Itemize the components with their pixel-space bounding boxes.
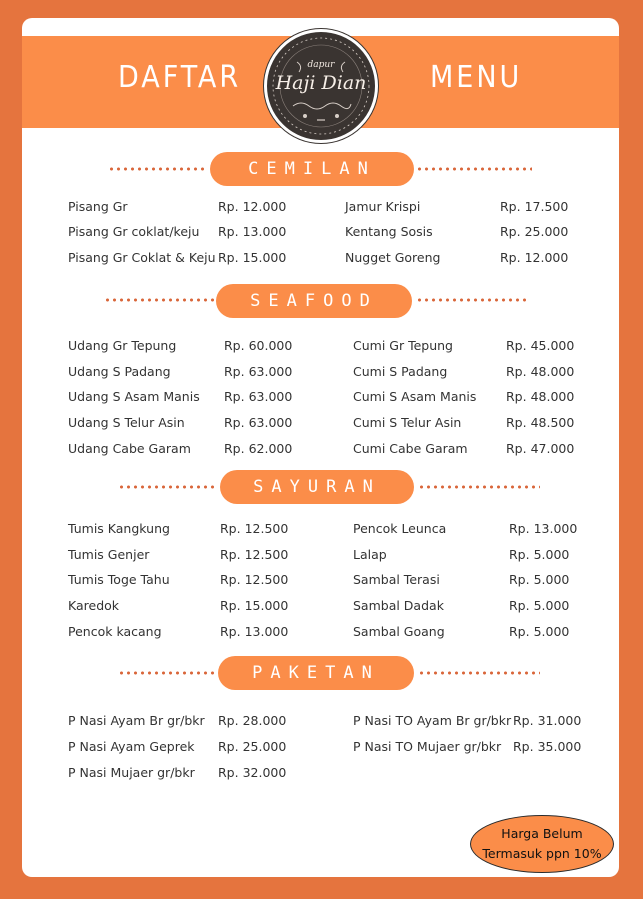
menu-item-price: Rp. 12.500 (220, 521, 289, 536)
section-title-cemilan: CEMILAN (210, 152, 414, 186)
menu-item-price: Rp. 47.000 (506, 441, 575, 456)
menu-item-name: Udang Gr Tepung (68, 338, 177, 353)
menu-item-price: Rp. 15.000 (220, 598, 289, 613)
menu-item-price: Rp. 5.000 (509, 572, 570, 587)
menu-item-name: P Nasi TO Mujaer gr/bkr (353, 739, 502, 754)
dotted-divider (118, 485, 218, 489)
logo-main-text: Haji Dian (275, 72, 367, 94)
menu-item-price: Rp. 35.000 (513, 739, 582, 754)
menu-item-price: Rp. 12.500 (220, 547, 289, 562)
menu-item-name: P Nasi TO Ayam Br gr/bkr (353, 713, 512, 728)
dotted-divider (416, 167, 532, 171)
menu-item-price: Rp. 32.000 (218, 765, 287, 780)
menu-item-name: Cumi S Telur Asin (353, 415, 462, 430)
menu-item-name: Pisang Gr (68, 199, 128, 214)
menu-item-name: Sambal Terasi (353, 572, 440, 587)
menu-item-name: Udang Cabe Garam (68, 441, 191, 456)
logo-small-text: dapur (307, 60, 335, 70)
dotted-divider (118, 671, 216, 675)
menu-item-name: Tumis Genjer (68, 547, 150, 562)
menu-item-price: Rp. 5.000 (509, 547, 570, 562)
section-title-sayuran: SAYURAN (220, 470, 414, 504)
menu-item-price: Rp. 13.000 (220, 624, 289, 639)
restaurant-logo (264, 29, 378, 143)
menu-item-price: Rp. 13.000 (509, 521, 578, 536)
menu-item-name: Pisang Gr Coklat & Keju (68, 250, 216, 265)
menu-item-price: Rp. 48.500 (506, 415, 575, 430)
tax-note-badge (470, 815, 614, 873)
menu-item-price: Rp. 31.000 (513, 713, 582, 728)
menu-item-price: Rp. 28.000 (218, 713, 287, 728)
menu-item-name: Sambal Goang (353, 624, 445, 639)
menu-item-name: Pencok Leunca (353, 521, 447, 536)
menu-item-name: Cumi S Asam Manis (353, 389, 477, 404)
menu-item-name: Tumis Toge Tahu (68, 572, 170, 587)
menu-item-price: Rp. 60.000 (224, 338, 293, 353)
menu-item-name: Pencok kacang (68, 624, 162, 639)
menu-item-name: Udang S Telur Asin (68, 415, 185, 430)
menu-item-price: Rp. 5.000 (509, 598, 570, 613)
menu-item-price: Rp. 48.000 (506, 389, 575, 404)
menu-item-name: Kentang Sosis (345, 224, 433, 239)
menu-item-price: Rp. 15.000 (218, 250, 287, 265)
menu-item-name: Cumi S Padang (353, 364, 448, 379)
menu-item-price: Rp. 25.000 (218, 739, 287, 754)
menu-item-name: Cumi Gr Tepung (353, 338, 453, 353)
menu-item-price: Rp. 62.000 (224, 441, 293, 456)
menu-item-price: Rp. 63.000 (224, 389, 293, 404)
tax-note-line1: Harga Belum (501, 826, 583, 841)
menu-item-name: Udang S Asam Manis (68, 389, 200, 404)
menu-item-name: Cumi Cabe Garam (353, 441, 468, 456)
menu-item-name: P Nasi Ayam Geprek (68, 739, 195, 754)
menu-item-name: Jamur Krispi (345, 199, 421, 214)
menu-item-price: Rp. 48.000 (506, 364, 575, 379)
header-title-left: DAFTAR (118, 60, 242, 95)
dotted-divider (104, 298, 214, 302)
menu-item-price: Rp. 13.000 (218, 224, 287, 239)
menu-item-name: Nugget Goreng (345, 250, 441, 265)
menu-item-price: Rp. 5.000 (509, 624, 570, 639)
menu-item-name: P Nasi Mujaer gr/bkr (68, 765, 195, 780)
menu-item-price: Rp. 12.000 (500, 250, 569, 265)
section-title-seafood: SEAFOOD (216, 284, 412, 318)
menu-item-name: Udang S Padang (68, 364, 171, 379)
menu-item-price: Rp. 25.000 (500, 224, 569, 239)
dotted-divider (418, 671, 540, 675)
menu-item-price: Rp. 12.500 (220, 572, 289, 587)
dotted-divider (416, 298, 526, 302)
menu-item-price: Rp. 17.500 (500, 199, 569, 214)
menu-item-price: Rp. 12.000 (218, 199, 287, 214)
menu-item-name: Karedok (68, 598, 120, 613)
menu-item-name: P Nasi Ayam Br gr/bkr (68, 713, 205, 728)
menu-item-name: Tumis Kangkung (68, 521, 170, 536)
dotted-divider (108, 167, 208, 171)
menu-item-name: Lalap (353, 547, 387, 562)
menu-item-name: Sambal Dadak (353, 598, 444, 613)
section-title-paketan: PAKETAN (218, 656, 414, 690)
menu-item-price: Rp. 45.000 (506, 338, 575, 353)
menu-item-name: Pisang Gr coklat/keju (68, 224, 200, 239)
menu-item-price: Rp. 63.000 (224, 364, 293, 379)
menu-item-price: Rp. 63.000 (224, 415, 293, 430)
tax-note-line2: Termasuk ppn 10% (482, 846, 602, 861)
header-title-right: MENU (430, 60, 523, 95)
dotted-divider (418, 485, 540, 489)
